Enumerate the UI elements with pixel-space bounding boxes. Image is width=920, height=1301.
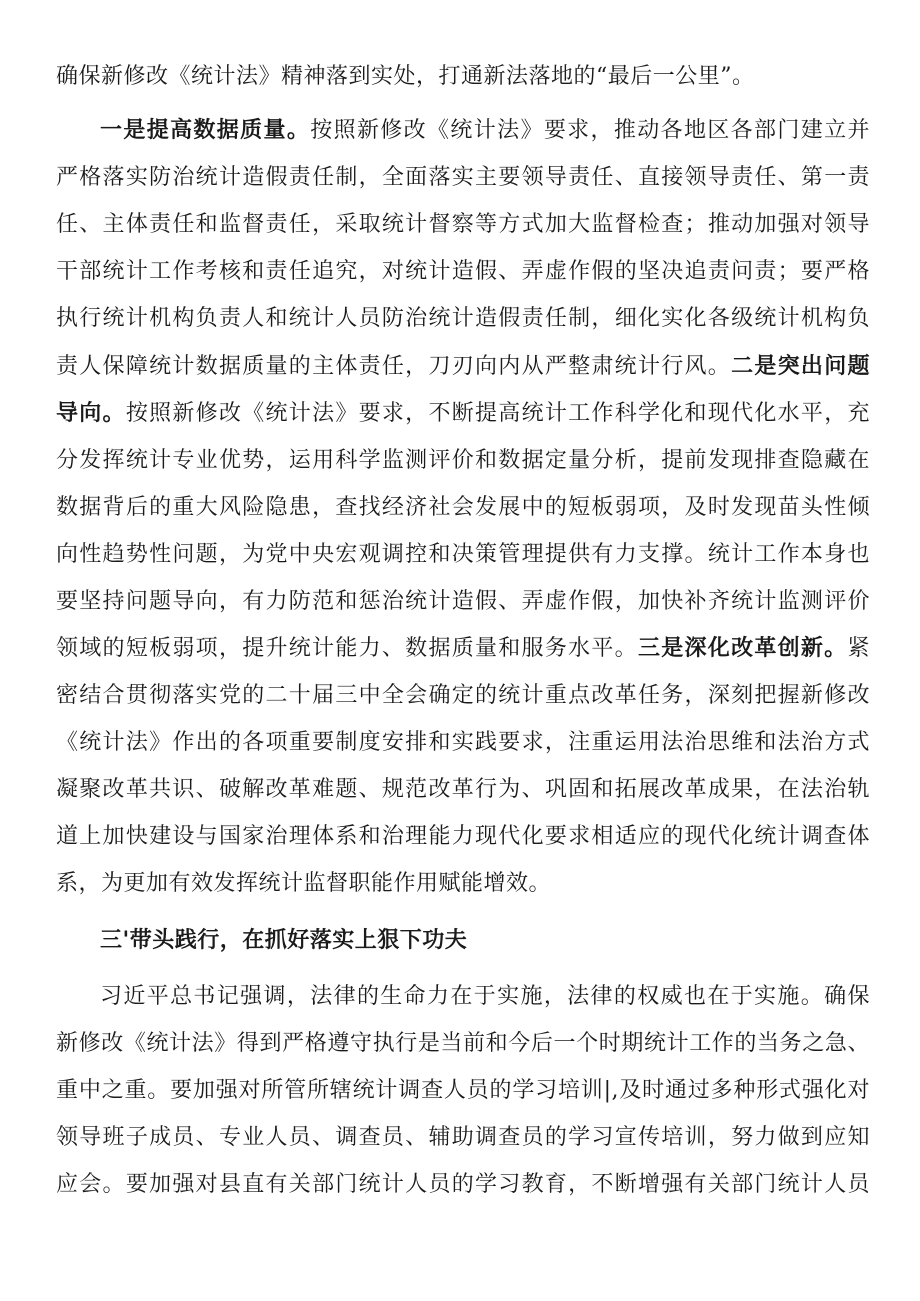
text-run: 干部统计工作考核和责任追究，对统计造假、弄虚作假的坚决追责问责；要严格 [56, 259, 870, 284]
text-line [56, 446, 870, 476]
text-run: 领域的短板弱项，提升统计能力、数据质量和服务水平。 [56, 636, 638, 661]
text-run: 分发挥统计专业优势，运用科学监测评价和数据定量分析，提前发现排查隐藏在 [56, 448, 870, 473]
bold-run: 二是突出问题 [731, 354, 870, 379]
heading-text: 三'带头践行，在抓好落实上狠下功夫 [100, 928, 468, 953]
text-line [56, 540, 870, 570]
text-line [56, 62, 870, 92]
text-run: 按照新修改《统计法》要求，不断提高统计工作科学化和现代化水平，充 [125, 401, 870, 426]
text-line [56, 634, 870, 664]
bold-run: 三是深化改革创新。 [637, 636, 848, 661]
section-heading [100, 926, 467, 956]
text-run: 重中之重。要加强对所管所辖统计调查人员的学习培训|,及时通过多种形式强化对 [56, 1078, 870, 1103]
text-run: 责人保障统计数据质量的主体责任，刀刃向内从严整肃统计行风。 [56, 354, 732, 379]
text-line [56, 304, 870, 334]
text-run: 系，为更加有效发挥统计监督职能作用赋能增效。 [56, 871, 552, 896]
text-line [56, 869, 870, 899]
text-run: 紧 [847, 636, 870, 661]
text-line [56, 822, 870, 852]
text-run: 道上加快建设与国家治理体系和治理能力现代化要求相适应的现代化统计调查体 [56, 824, 870, 849]
text-run: 领导班子成员、专业人员、调查员、辅助调查员的学习宣传培训，努力做到应知 [56, 1125, 870, 1150]
text-line [56, 728, 870, 758]
text-run: 应会。要加强对县直有关部门统计人员的学习教育，不断增强有关部门统计人员 [56, 1172, 870, 1197]
bold-run: 一是提高数据质量。 [100, 118, 311, 143]
text-run: 密结合贯彻落实党的二十届三中全会确定的统计重点改革任务，深刻把握新修改 [56, 683, 870, 708]
text-line [56, 399, 870, 429]
text-line [56, 587, 870, 617]
text-line [56, 163, 870, 193]
text-line [56, 1123, 870, 1153]
text-line [56, 352, 870, 382]
text-line [56, 210, 870, 240]
text-line [56, 1170, 870, 1200]
text-line [56, 681, 870, 711]
text-line [100, 116, 870, 146]
text-run: 习近平总书记强调，法律的生命力在于实施，法律的权威也在于实施。确保 [100, 984, 870, 1009]
bold-run: 导向。 [56, 401, 126, 426]
text-run: 严格落实防治统计造假责任制，全面落实主要领导责任、直接领导责任、第一责 [56, 165, 870, 190]
text-run: 任、主体责任和监督责任，采取统计督察等方式加大监督检查；推动加强对领导 [56, 212, 870, 237]
text-run: 按照新修改《统计法》要求，推动各地区各部门建立并 [310, 118, 870, 143]
text-run: 向性趋势性问题，为党中央宏观调控和决策管理提供有力支撑。统计工作本身也 [56, 542, 870, 567]
text-line [56, 493, 870, 523]
text-line [56, 775, 870, 805]
text-run: 执行统计机构负责人和统计人员防治统计造假责任制，细化实化各级统计机构负 [56, 306, 870, 331]
text-run: 新修改《统计法》得到严格遵守执行是当前和今后一个时期统计工作的当务之急、 [56, 1031, 870, 1056]
text-line [56, 1029, 870, 1059]
text-run: 《统计法》作出的各项重要制度安排和实践要求，注重运用法治思维和法治方式 [56, 730, 870, 755]
text-line [100, 982, 870, 1012]
text-run: 数据背后的重大风险隐患，查找经济社会发展中的短板弱项，及时发现苗头性倾 [56, 495, 870, 520]
text-run: 确保新修改《统计法》精神落到实处，打通新法落地的“最后一公里”。 [56, 64, 755, 89]
text-line [56, 257, 870, 287]
text-line [56, 1076, 870, 1106]
text-run: 凝聚改革共识、破解改革难题、规范改革行为、巩固和拓展改革成果，在法治轨 [56, 777, 870, 802]
text-run: 要坚持问题导向，有力防范和惩治统计造假、弄虚作假，加快补齐统计监测评价 [56, 589, 870, 614]
